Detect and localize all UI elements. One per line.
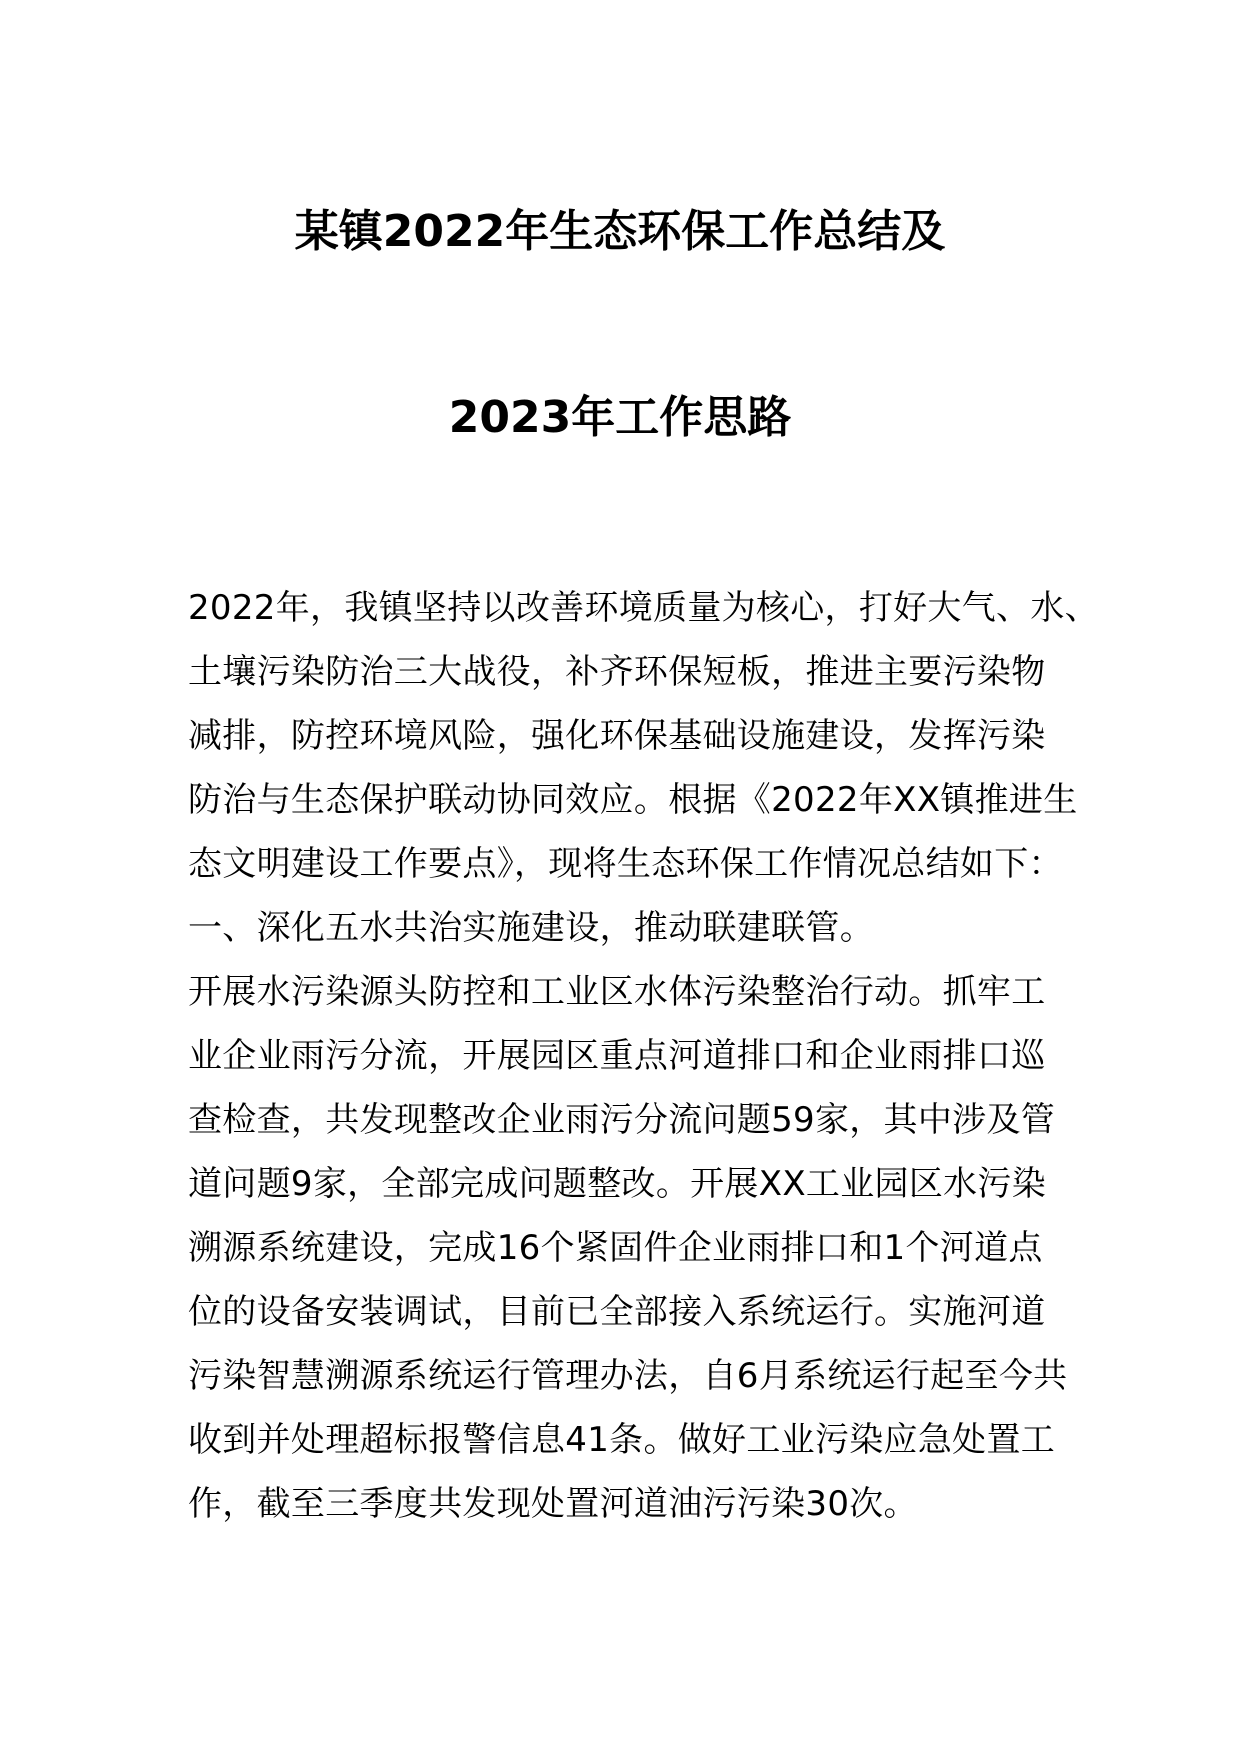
document-body: [188, 576, 1099, 1536]
body-text-line: 减排，防控环境风险，强化环保基础设施建设，发挥污染: [188, 716, 1046, 756]
document-title-line-2: 2023年工作思路: [448, 392, 792, 443]
document-title-line-1: 某镇2022年生态环保工作总结及: [294, 206, 946, 257]
body-text-line: 位的设备安装调试，目前已全部接入系统运行。实施河道: [188, 1292, 1046, 1332]
body-text-line: 2022年，我镇坚持以改善环境质量为核心，打好大气、水、: [188, 588, 1099, 628]
body-text-line: 开展水污染源头防控和工业区水体污染整治行动。抓牢工: [188, 972, 1046, 1012]
body-text-line: 查检查，共发现整改企业雨污分流问题59家，其中涉及管: [188, 1100, 1056, 1140]
body-text-line: 业企业雨污分流，开展园区重点河道排口和企业雨排口巡: [188, 1036, 1046, 1076]
body-text-line: 道问题9家，全部完成问题整改。开展XX工业园区水污染: [188, 1164, 1047, 1204]
body-text-line: 土壤污染防治三大战役，补齐环保短板，推进主要污染物: [188, 652, 1046, 692]
body-text-line: 作，截至三季度共发现处置河道油污污染30次。: [188, 1484, 918, 1524]
body-text-line: 污染智慧溯源系统运行管理办法，自6月系统运行起至今共: [188, 1356, 1068, 1396]
body-text-line: 溯源系统建设，完成16个紧固件企业雨排口和1个河道点: [188, 1228, 1043, 1268]
body-text-line: 防治与生态保护联动协同效应。根据《2022年XX镇推进生: [188, 780, 1078, 820]
section-heading-1: 一、深化五水共治实施建设，推动联建联管。: [188, 908, 874, 948]
body-text-line: 态文明建设工作要点》，现将生态环保工作情况总结如下：: [188, 844, 1063, 884]
body-text-line: 收到并处理超标报警信息41条。做好工业污染应急处置工: [188, 1420, 1056, 1460]
